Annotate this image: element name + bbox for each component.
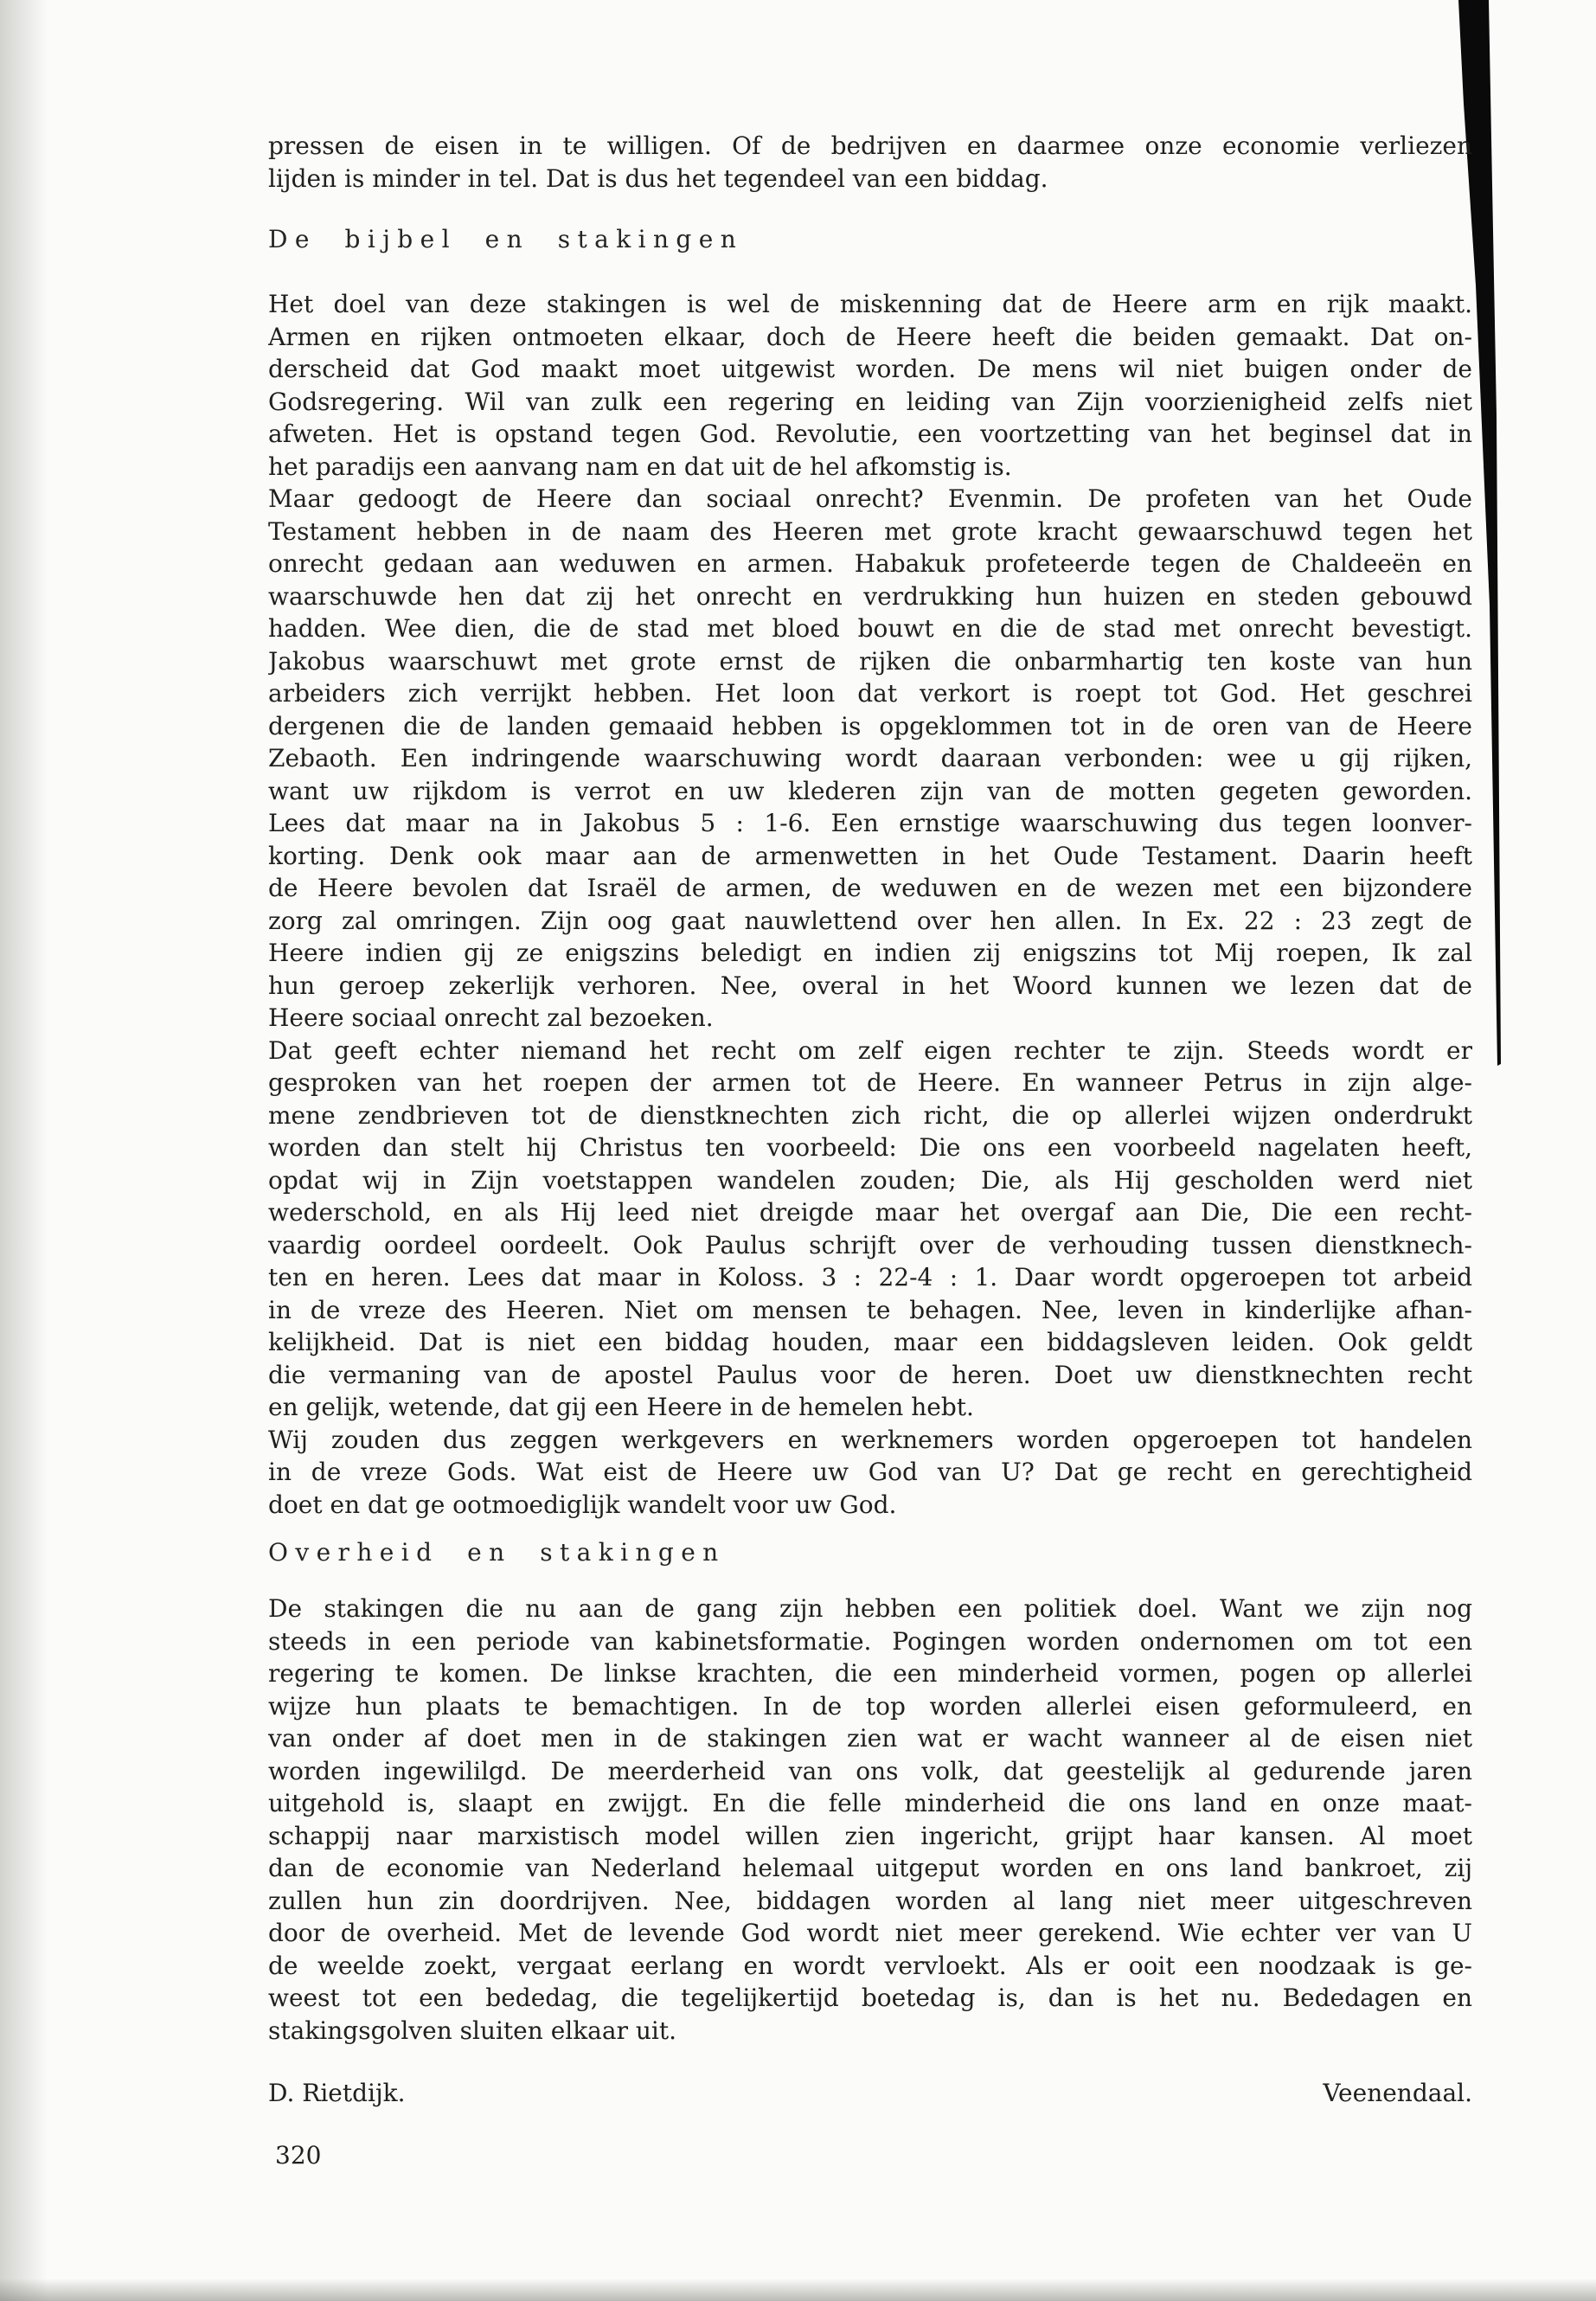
text-line: afweten. Het is opstand tegen God. Revolutie, een voortzetting van het beginsel dat in: [268, 420, 1472, 448]
text-line: door de overheid. Met de levende God wordt niet meer gerekend. Wie echter ver van U: [268, 1919, 1472, 1947]
text-line: Godsregering. Wil van zulk een regering en leiding van Zijn voorzienigheid zelfs niet: [268, 387, 1472, 416]
text-line: onrecht gedaan aan weduwen en armen. Habakuk profeteerde tegen de Chaldeeën en: [268, 549, 1472, 578]
text-line: Lees dat maar na in Jakobus 5 : 1-6. Een ernstige waarschuwing dus tegen loonver-: [268, 809, 1472, 837]
text-line: stakingsgolven sluiten elkaar uit.: [268, 2016, 676, 2045]
section-heading-government-and-strikes: Overheid en stakingen: [268, 1538, 726, 1567]
section-body-government-and-strikes: [268, 1593, 1472, 2047]
text-line: worden dan stelt hij Christus ten voorbeeld: Die ons een voorbeeld nagelaten heeft,: [268, 1133, 1472, 1162]
text-line: weest tot een bededag, die tegelijkertijd boetedag is, dan is het nu. Bededagen en: [268, 1984, 1472, 2012]
text-line: steeds in een periode van kabinetsformatie. Pogingen worden ondernomen om tot een: [268, 1626, 1472, 1656]
text-line: wederschold, en als Hij leed niet dreigde maar het overgaf aan Die, Die een recht-: [268, 1198, 1472, 1227]
text-line: Het doel van deze stakingen is wel de miskenning dat de Heere arm en rijk maakt.: [268, 290, 1472, 318]
text-line: kelijkheid. Dat is niet een biddag houden, maar een biddagsleven leiden. Ook geldt: [268, 1328, 1472, 1356]
signature-row: [268, 2077, 1472, 2110]
text-line: waarschuwde hen dat zij het onrecht en verdrukking hun huizen en steden gebouwd: [268, 581, 1472, 611]
section-heading-bible-and-strikes: De bijbel en stakingen: [268, 225, 744, 253]
page-number: 320: [275, 2141, 322, 2170]
text-line: uitgehold is, slaapt en zwijgt. En die felle minderheid die ons land en onze maat-: [268, 1789, 1472, 1817]
section-body-bible-and-strikes: [268, 288, 1472, 1521]
text-line: Heere sociaal onrecht zal bezoeken.: [268, 1003, 714, 1032]
location-signature: Veenendaal.: [1323, 2079, 1472, 2107]
text-line: vaardig oordeel oordeelt. Ook Paulus schrijft over de verhouding tussen dienstknech-: [268, 1230, 1472, 1259]
text-line: het paradijs een aanvang nam en dat uit de hel afkomstig is.: [268, 452, 1012, 481]
text-line: Dat geeft echter niemand het recht om zelf eigen rechter te zijn. Steeds wordt er: [268, 1035, 1472, 1065]
text-line: zorg zal omringen. Zijn oog gaat nauwlettend over hen allen. In Ex. 22 : 23 zegt de: [268, 906, 1472, 935]
text-line: dergenen die de landen gemaaid hebben is opgeklommen tot in de oren van de Heere: [268, 711, 1472, 740]
text-line: Wij zouden dus zeggen werkgevers en werknemers worden opgeroepen tot handelen: [268, 1425, 1472, 1454]
text-line: De stakingen die nu aan de gang zijn hebben een politiek doel. Want we zijn nog: [268, 1594, 1472, 1623]
text-line: lijden is minder in tel. Dat is dus het tegendeel van een biddag.: [268, 163, 1048, 193]
text-line: de Heere bevolen dat Israël de armen, de weduwen en de wezen met een bijzondere: [268, 874, 1472, 902]
text-line: Heere indien gij ze enigszins beledigt en indien zij enigszins tot Mij roepen, Ik zal: [268, 939, 1472, 967]
text-line: dan de economie van Nederland helemaal uitgeput worden en ons land bankroet, zij: [268, 1854, 1472, 1882]
text-line: schappij naar marxistisch model willen zien ingericht, grijpt haar kansen. Al moet: [268, 1821, 1472, 1850]
text-line: hadden. Wee dien, die de stad met bloed bouwt en die de stad met onrecht bevestigt.: [268, 614, 1472, 643]
text-line: pressen de eisen in te willigen. Of de bedrijven en daarmee onze economie verliezen: [268, 131, 1472, 160]
text-line: zullen hun zin doordrijven. Nee, biddagen worden al lang niet meer uitgeschreven: [268, 1886, 1472, 1915]
text-line: worden ingewililgd. De meerderheid van ons volk, dat geestelijk al gedurende jaren: [268, 1756, 1472, 1785]
text-line: arbeiders zich verrijkt hebben. Het loon dat verkort is roept tot God. Het geschrei: [268, 679, 1472, 708]
text-line: de weelde zoekt, vergaat eerlang en wordt vervloekt. Als er ooit een noodzaak is ge-: [268, 1951, 1472, 1980]
text-line: Zebaoth. Een indringende waarschuwing wordt daaraan verbonden: wee u gij rijken,: [268, 744, 1472, 772]
author-signature: D. Rietdijk.: [268, 2079, 406, 2107]
text-line: regering te komen. De linkse krachten, die een minderheid vormen, pogen op allerlei: [268, 1659, 1472, 1688]
text-line: korting. Denk ook maar aan de armenwetten in het Oude Testament. Daarin heeft: [268, 841, 1472, 870]
text-line: Maar gedoogt de Heere dan sociaal onrecht? Evenmin. De profeten van het Oude: [268, 484, 1472, 513]
text-line: gesproken van het roepen der armen tot de Heere. En wanneer Petrus in zijn alge-: [268, 1068, 1472, 1097]
text-line: want uw rijkdom is verrot en uw klederen zijn van de motten gegeten geworden.: [268, 776, 1472, 805]
text-line: Testament hebben in de naam des Heeren met grote kracht gewaarschuwd tegen het: [268, 516, 1472, 546]
text-line: hun geroep zekerlijk verhoren. Nee, overal in het Woord kunnen we lezen dat de: [268, 971, 1472, 1000]
text-line: Jakobus waarschuwt met grote ernst de rijken die onbarmhartig ten koste van hun: [268, 646, 1472, 676]
text-line: opdat wij in Zijn voetstappen wandelen zouden; Die, als Hij gescholden werd niet: [268, 1165, 1472, 1195]
text-line: derscheid dat God maakt moet uitgewist worden. De mens wil niet buigen onder de: [268, 355, 1472, 383]
text-line: wijze hun plaats te bemachtigen. In de top worden allerlei eisen geformuleerd, en: [268, 1691, 1472, 1721]
text-line: ten en heren. Lees dat maar in Koloss. 3 : 22-4 : 1. Daar wordt opgeroepen tot arbeid: [268, 1263, 1472, 1292]
text-line: mene zendbrieven tot de dienstknechten zich richt, die op allerlei wijzen onderdrukt: [268, 1100, 1472, 1130]
intro-paragraph: [268, 130, 1472, 195]
text-line: in de vreze Gods. Wat eist de Heere uw God van U? Dat ge recht en gerechtigheid: [268, 1458, 1472, 1486]
text-line: en gelijk, wetende, dat gij een Heere in de hemelen hebt.: [268, 1393, 974, 1421]
text-line: doet en dat ge ootmoediglijk wandelt voor uw God.: [268, 1490, 897, 1519]
text-line: die vermaning van de apostel Paulus voor de heren. Doet uw dienstknechten recht: [268, 1360, 1472, 1389]
text-line: Armen en rijken ontmoeten elkaar, doch de Heere heeft die beiden gemaakt. Dat on-: [268, 322, 1472, 351]
text-line: van onder af doet men in de stakingen zien wat er wacht wanneer al de eisen niet: [268, 1724, 1472, 1753]
text-line: in de vreze des Heeren. Niet om mensen te behagen. Nee, leven in kinderlijke afhan-: [268, 1295, 1472, 1324]
